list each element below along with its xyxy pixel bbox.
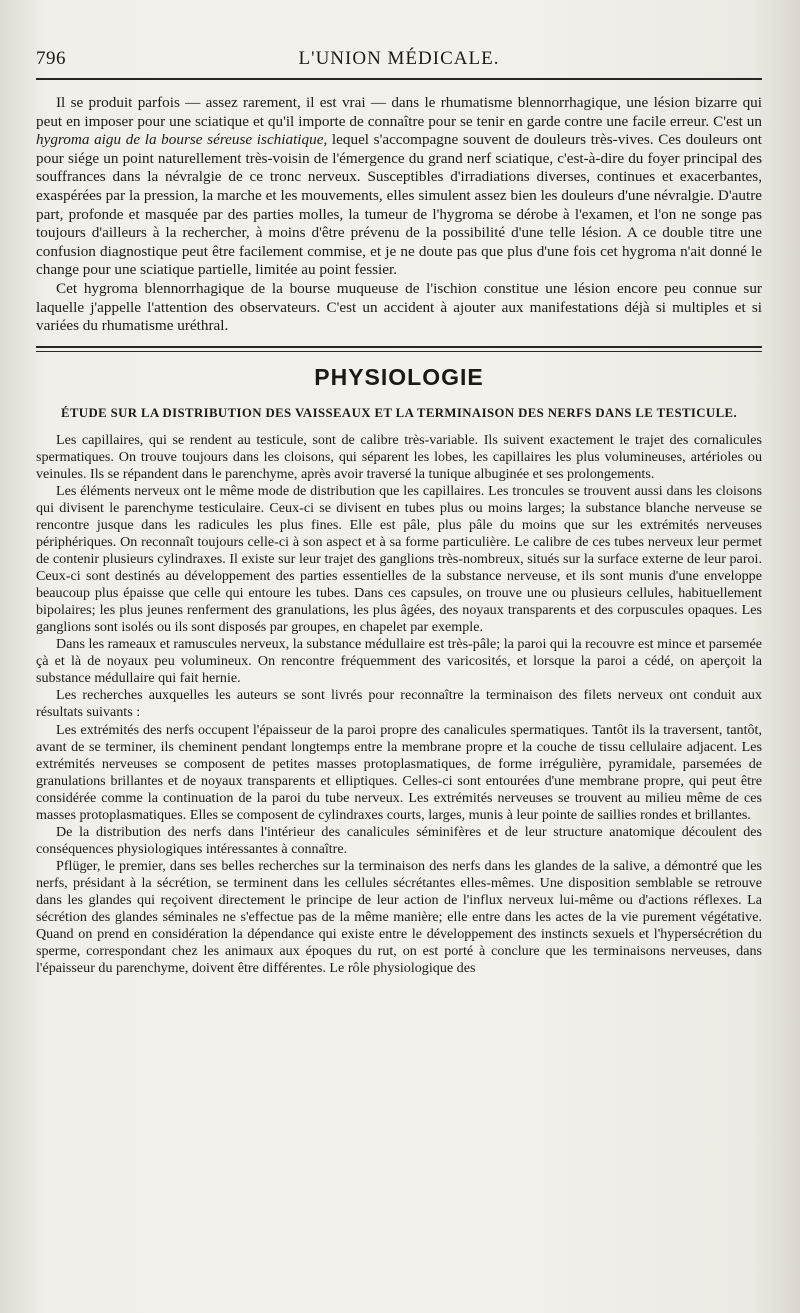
intro-paragraph: Il se produit parfois — assez rarement, il est vrai — dans le rhumatisme blennorrhagique, une lésion bizarre qui peut en imposer pour une sciatique et qu'il importe de connaître pour se tenir en garde contre une facile erreur. C'est un hygroma aigu de la bourse séreuse ischiatique, lequel s'accompagne souvent de douleurs très-vives. Ces douleurs ont pour siége un point naturellement très-voisin de l'émergence du grand nerf sciatique, c'est-à-dire du foyer principal des souffrances dans la névralgie de ce tronc nerveux. Susceptibles d'irradiations diverses, continues et exacerbantes, exaspérées par la pression, la marche et les mouvements, elles simulent assez bien les douleurs d'une névralgie. D'autre part, profonde et masquée par des parties molles, la tumeur de l'hygroma se dérobe à l'examen, et l'on ne songe pas toujours d'ailleurs à la rechercher, à moins d'être prévenu de la possibilité d'une telle lésion. A ce double titre une confusion diagnostique peut être facilement commise, et je ne doute pas que plus d'une fois cet hygroma n'ait donné le change pour une sciatique partielle, limitée au point fessier. (36, 94, 762, 279)
italic-term: hygroma aigu de la bourse séreuse ischiatique, (36, 131, 328, 149)
section-heading: PHYSIOLOGIE (314, 363, 484, 390)
journal-title: L'UNION MÉDICALE. (298, 48, 500, 69)
body-paragraph: De la distribution des nerfs dans l'intérieur des canalicules séminifères et de leur structure anatomique découlent des conséquences physiologiques intéressantes à connaître. (36, 823, 762, 857)
body-paragraph: Les éléments nerveux ont le même mode de distribution que les capillaires. Les troncules se trouvent aussi dans les cloisons qui divisent le parenchyme testiculaire. Ceux-ci se divisent en tubes plus ou moins larges; la substance blanche nerveuse se rencontre jusque dans les radicules les plus fines. Elle est pâle, plus pâle du moins que sur les extrémités nerveuses périphériques. On reconnaît toujours celle-ci à son aspect et à sa forme particulière. Le calibre de ces tubes nerveux leur permet de contenir plusieurs cylindraxes. Il existe sur leur trajet des ganglions très-nombreux, situés sur la surface externe de leur paroi. Ceux-ci sont destinés au développement des parties essentielles de la substance nerveuse, et ils sont munis d'une enveloppe beaucoup plus épaisse que celle qui entoure les tubes. Dans ces capsules, on trouve une ou plusieurs cellules, habituellement bipolaires; les plus jeunes renferment des granulations, les plus âgées, des noyaux transparents et des corpuscules opaques. Les ganglions sont isolés ou ils sont disposés par groupes, en chapelet par exemple. (36, 482, 762, 636)
running-head (36, 44, 762, 80)
body-paragraph: Les extrémités des nerfs occupent l'épaisseur de la paroi propre des canalicules spermatiques. Tantôt ils la traversent, tantôt, avant de se terminer, ils cheminent pendant longtemps entre la membrane propre et la couche de tissu cellulaire adjacent. Les extrémités nerveuses se composent de petites masses protoplasmatiques, de forme irrégulière, pyramidale, parsemées de granulations brillantes et de noyaux transparents et elliptiques. Celles-ci sont entourées d'une membrane propre, qui peut être considérée comme la continuation de la paroi du tube nerveux. Les extrémités nerveuses se trouvent au milieu même de ces masses protoplasmatiques. Elles se composent de cylindraxes courts, larges, munis à leur pointe de saillies rondes et brillantes. (36, 721, 762, 823)
body-paragraph: Pflüger, le premier, dans ses belles recherches sur la terminaison des nerfs dans les glandes de la salive, a démontré que les nerfs, présidant à la sécrétion, se terminent dans les cellules sécrétantes elles-mêmes. Une disposition semblable se retrouve dans les glandes qui reçoivent directement le principe de leur action de l'influx nerveux lui-même ou d'actions réflexes. La sécrétion des glandes séminales ne s'effectue pas de la même manière; elle entre dans les actes de la vie purement végétative. Quand on prend en considération la dépendance qui existe entre le développement des instincts sexuels et l'hypersécrétion du sperme, correspondant chez les animaux aux époques du rut, on est porté à conclure que les terminaisons nerveuses, dans l'épaisseur du parenchyme, doivent être différentes. Le rôle physiologique des (36, 857, 762, 977)
body-paragraph: Les capillaires, qui se rendent au testicule, sont de calibre très-variable. Ils suivent exactement le trajet des cornalicules spermatiques. On trouve toujours dans les cloisons, qui séparent les lobes, les capillaires les plus volumineuses, artérioles ou veinules. Ils se répandent dans le parenchyme, après avoir traversé la tunique albuginée et ses prolongements. (36, 431, 762, 482)
body-paragraph: Dans les rameaux et ramuscules nerveux, la substance médullaire est très-pâle; la paroi qui la recouvre est mince et parsemée çà et là de noyaux peu volumineux. On rencontre fréquemment des varicosités, et lorsque la paroi a cédé, on aperçoit la substance médullaire qui fait hernie. (36, 636, 762, 687)
article-title: ÉTUDE SUR LA DISTRIBUTION DES VAISSEAUX ET LA TERMINAISON DES NERFS DANS LE TESTICULE. (60, 405, 738, 420)
section-divider (36, 346, 762, 352)
intro-paragraph: Cet hygroma blennorrhagique de la bourse muqueuse de l'ischion constitue une lésion encore peu connue sur laquelle j'appelle l'attention des observateurs. C'est un accident à ajouter aux manifestations déjà si multiples et si variées du rhumatisme uréthral. (36, 279, 762, 335)
body-paragraph: Les recherches auxquelles les auteurs se sont livrés pour reconnaître la terminaison des filets nerveux ont conduit aux résultats suivants : (36, 687, 762, 721)
intro-section (36, 94, 762, 336)
page-number: 796 (36, 48, 66, 69)
article-body (36, 432, 762, 978)
